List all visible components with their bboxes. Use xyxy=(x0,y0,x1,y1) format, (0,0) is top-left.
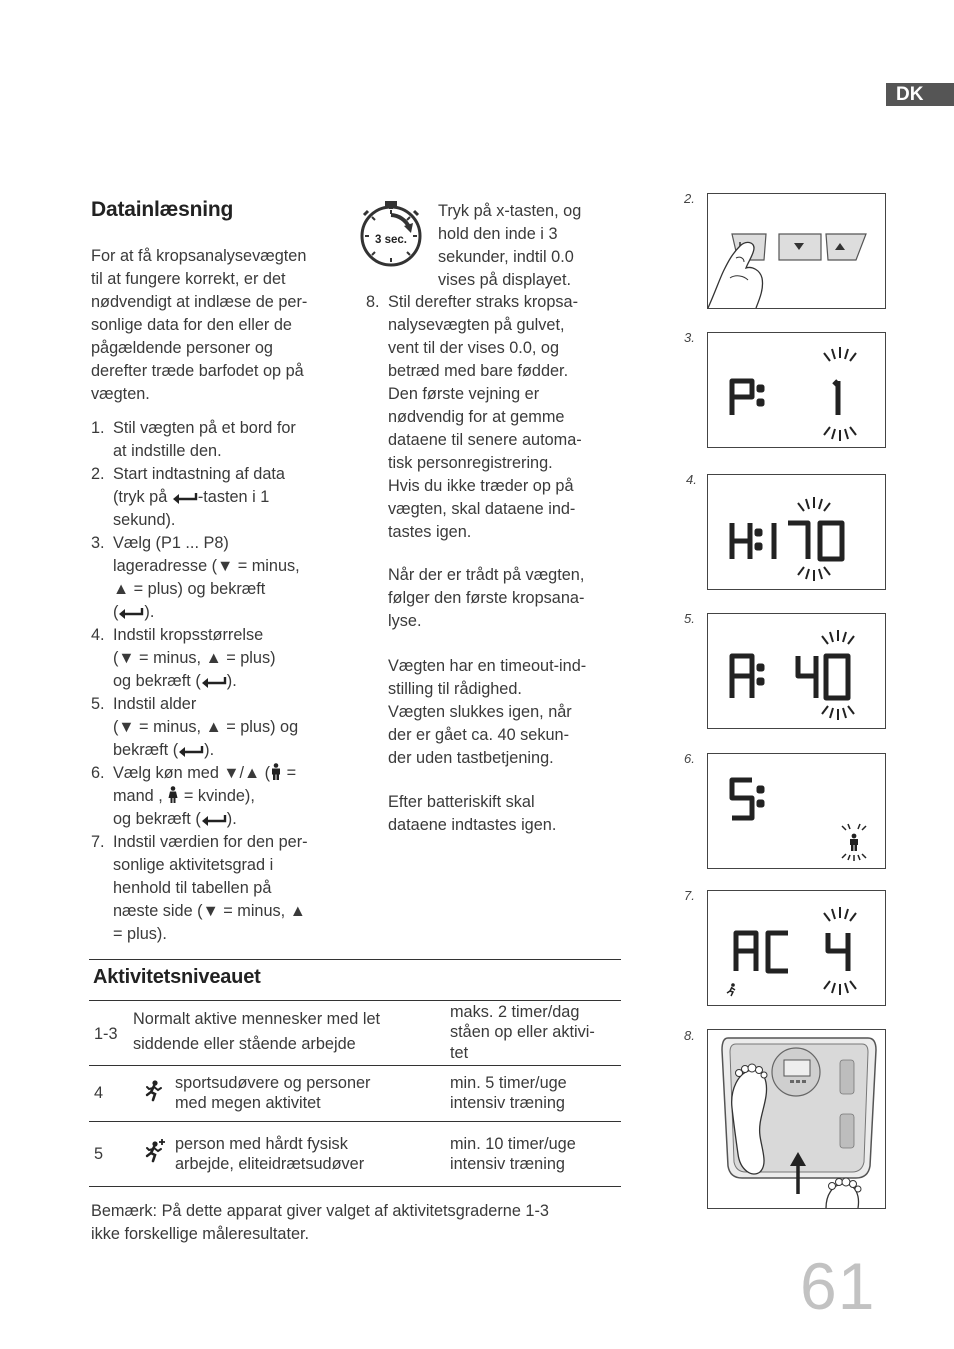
lcd-display-p1 xyxy=(708,333,885,447)
step-number: 1. xyxy=(91,419,105,437)
figure-buttons xyxy=(707,193,886,309)
text-line: følger den første kropsana- xyxy=(388,589,585,607)
lcd-display-age xyxy=(708,614,885,728)
enter-key-icon xyxy=(118,607,144,619)
frequency-cell xyxy=(450,1000,621,1065)
figure-display-p1 xyxy=(707,332,886,448)
intro-line: sonlige data for den eller de xyxy=(91,316,292,334)
step-line: nalysevægten på gulvet, xyxy=(388,316,565,334)
paragraph-stepped-on xyxy=(388,564,623,633)
step-line: lageradresse (▼ = minus, xyxy=(113,557,300,575)
step-line: nødvendig for at gemme xyxy=(388,408,565,426)
figure-display-height xyxy=(707,474,886,590)
runner-icon xyxy=(144,1080,164,1102)
text-line: sekunder, indtil 0.0 xyxy=(438,248,574,266)
text-line: Tryk på x-tasten, og xyxy=(438,202,582,220)
runner-plus-icon xyxy=(144,1139,166,1163)
step-line: ( ). xyxy=(113,603,155,621)
freq-line: min. 5 timer/uge xyxy=(450,1074,567,1092)
step-line: sekund). xyxy=(113,511,176,529)
step-line: = plus). xyxy=(113,925,167,943)
bathroom-scale-illustration xyxy=(708,1030,885,1208)
text-line: der er gået ca. 40 sekun- xyxy=(388,726,570,744)
woman-icon xyxy=(167,786,179,803)
intro-line: pågældende personer og xyxy=(91,339,273,357)
intro-line: til at fungere korrekt, er det xyxy=(91,270,286,288)
icon-cell xyxy=(133,1121,175,1186)
note-line: Bemærk: På dette apparat giver valget af aktivitetsgraderne 1-3 xyxy=(91,1202,549,1220)
figure-display-sex xyxy=(707,753,886,869)
step-line: ▲ = plus) og bekræft xyxy=(113,580,266,598)
step-line: Indstil værdien for den per- xyxy=(113,833,308,851)
intro-paragraph xyxy=(91,245,351,406)
figure-scale xyxy=(707,1029,886,1209)
language-badge: DK xyxy=(886,83,954,106)
freq-line: ståen op eller aktivi- xyxy=(450,1023,595,1041)
desc-line: sportsudøvere og personer xyxy=(175,1074,371,1092)
step-number: 6. xyxy=(91,764,105,782)
table-row xyxy=(89,1000,621,1065)
step-line: vent til der vises 0.0, og xyxy=(388,339,560,357)
figure-label: 4. xyxy=(686,472,697,487)
enter-key-icon xyxy=(172,492,198,504)
step-line: Vælg (P1 ... P8) xyxy=(113,534,229,552)
text-line: lyse. xyxy=(388,612,422,630)
section-title: Datainlæsning xyxy=(91,198,234,221)
step-line: tisk personregistrering. xyxy=(388,454,553,472)
freq-line: intensiv træning xyxy=(450,1094,565,1112)
steps-list xyxy=(91,417,351,946)
step-item xyxy=(91,417,351,463)
scale-display-icon xyxy=(784,1060,810,1076)
electrode-pad xyxy=(840,1060,854,1094)
freq-line: tet xyxy=(450,1043,469,1062)
step-line: Stil vægten på et bord for xyxy=(113,419,296,437)
step-line: at indstille den. xyxy=(113,442,222,460)
frequency-cell xyxy=(450,1121,621,1186)
step-line: Den første vejning er xyxy=(388,385,540,403)
step-line: Start indtastning af data xyxy=(113,465,285,483)
figure-label: 5. xyxy=(684,611,695,626)
description-cell xyxy=(175,1065,450,1121)
step-line: og bekræft ( ). xyxy=(113,810,237,828)
step-line: dataene til senere automa- xyxy=(388,431,582,449)
note xyxy=(91,1200,631,1246)
description-cell xyxy=(175,1121,450,1186)
step-line: næste side (▼ = minus, ▲ xyxy=(113,902,306,920)
step-number: 4. xyxy=(91,626,105,644)
level-cell: 5 xyxy=(94,1144,104,1163)
step-item xyxy=(91,762,351,831)
intro-line: For at få kropsanalysevægten xyxy=(91,247,307,265)
freq-line: min. 10 timer/uge xyxy=(450,1134,576,1153)
figure-display-age xyxy=(707,613,886,729)
step-number: 5. xyxy=(91,695,105,713)
step-line: Vælg køn med ▼/▲ ( = xyxy=(113,764,297,782)
level-cell: 1-3 xyxy=(94,1025,118,1044)
figure-label: 7. xyxy=(684,888,695,903)
table-row xyxy=(89,1121,621,1186)
step-number: 3. xyxy=(91,534,105,552)
intro-line: nødvendigt at indlæse de per- xyxy=(91,293,308,311)
icon-cell xyxy=(133,1065,175,1121)
paragraph-timeout xyxy=(388,655,623,770)
timer-label: 3 sec. xyxy=(375,234,407,246)
text-line: Efter batteriskift skal xyxy=(388,793,535,811)
step-line: Hvis du ikke træder op på xyxy=(388,477,574,495)
text-line: hold den inde i 3 xyxy=(438,225,558,243)
desc-line: med megen aktivitet xyxy=(175,1094,321,1112)
man-icon xyxy=(270,763,282,780)
step-line: vægten, skal dataene ind- xyxy=(388,500,576,518)
runner-icon xyxy=(727,983,735,996)
level-cell: 4 xyxy=(94,1084,104,1102)
step-item xyxy=(91,693,351,762)
step-item xyxy=(91,831,351,946)
lcd-display-activity xyxy=(708,891,885,1005)
figure-label: 3. xyxy=(684,330,695,345)
enter-key-icon xyxy=(201,676,227,688)
scale-buttons-illustration xyxy=(708,194,885,308)
step-8 xyxy=(366,291,621,544)
text-line: Vægten har en timeout-ind- xyxy=(388,657,587,675)
freq-line: intensiv træning xyxy=(450,1154,565,1173)
step-line: Stil derefter straks kropsa- xyxy=(388,293,579,311)
step-line: mand , = kvinde), xyxy=(113,787,255,805)
intro-line: derefter træde barfodet op på xyxy=(91,362,304,380)
freq-line: maks. 2 timer/dag xyxy=(450,1002,580,1021)
electrode-pad xyxy=(840,1114,854,1148)
enter-key-icon xyxy=(201,814,227,826)
step-number: 8. xyxy=(366,293,380,311)
activity-table xyxy=(89,1000,621,1187)
timer-instruction xyxy=(438,200,618,292)
intro-line: vægten. xyxy=(91,385,150,403)
frequency-cell xyxy=(450,1065,621,1121)
desc-line: person med hårdt fysisk xyxy=(175,1134,348,1153)
step-line: tastes igen. xyxy=(388,523,472,541)
step-line: (tryk på -tasten i 1 xyxy=(113,488,270,506)
table-top-rule xyxy=(89,959,621,960)
note-line: ikke forskellige måleresultater. xyxy=(91,1225,310,1243)
step-item xyxy=(91,624,351,693)
step-item xyxy=(91,463,351,532)
step-line: Indstil kropsstørrelse xyxy=(113,626,264,644)
step-item xyxy=(91,532,351,624)
desc-line: Normalt aktive mennesker med let xyxy=(133,1010,381,1029)
text-line: stilling til rådighed. xyxy=(388,680,522,698)
text-line: der uden tastbetjening. xyxy=(388,749,554,767)
desc-line: siddende eller stående arbejde xyxy=(133,1035,356,1054)
step-line: og bekræft ( ). xyxy=(113,672,237,690)
step-number: 7. xyxy=(91,833,105,851)
figure-label: 6. xyxy=(684,751,695,766)
man-icon xyxy=(850,834,858,851)
activity-title: Aktivitetsniveauet xyxy=(93,966,261,988)
paragraph-battery xyxy=(388,791,623,837)
step-line: (▼ = minus, ▲ = plus) og xyxy=(113,718,299,736)
figure-display-activity xyxy=(707,890,886,1006)
description-cell xyxy=(133,1000,450,1065)
lcd-display-height xyxy=(708,475,885,589)
step-line: bekræft ( ). xyxy=(113,741,215,759)
step-line: Indstil alder xyxy=(113,695,197,713)
step-line: sonlige aktivitetsgrad i xyxy=(113,856,274,874)
text-line: vises på displayet. xyxy=(438,271,572,289)
figure-label: 8. xyxy=(684,1028,695,1043)
step-number: 2. xyxy=(91,465,105,483)
page-number: 61 xyxy=(800,1249,876,1323)
step-line: betræd med bare fødder. xyxy=(388,362,569,380)
lcd-display-sex xyxy=(708,754,885,868)
text-line: Når der er trådt på vægten, xyxy=(388,566,585,584)
table-row xyxy=(89,1065,621,1121)
step-line: henhold til tabellen på xyxy=(113,879,272,897)
text-line: Vægten slukkes igen, når xyxy=(388,703,572,721)
enter-key-icon xyxy=(178,745,204,757)
figure-label: 2. xyxy=(684,191,695,206)
up-button-icon xyxy=(826,234,866,260)
text-line: dataene indtastes igen. xyxy=(388,816,557,834)
desc-line: arbejde, eliteidrætsudøver xyxy=(175,1154,365,1173)
step-line: (▼ = minus, ▲ = plus) xyxy=(113,649,276,667)
